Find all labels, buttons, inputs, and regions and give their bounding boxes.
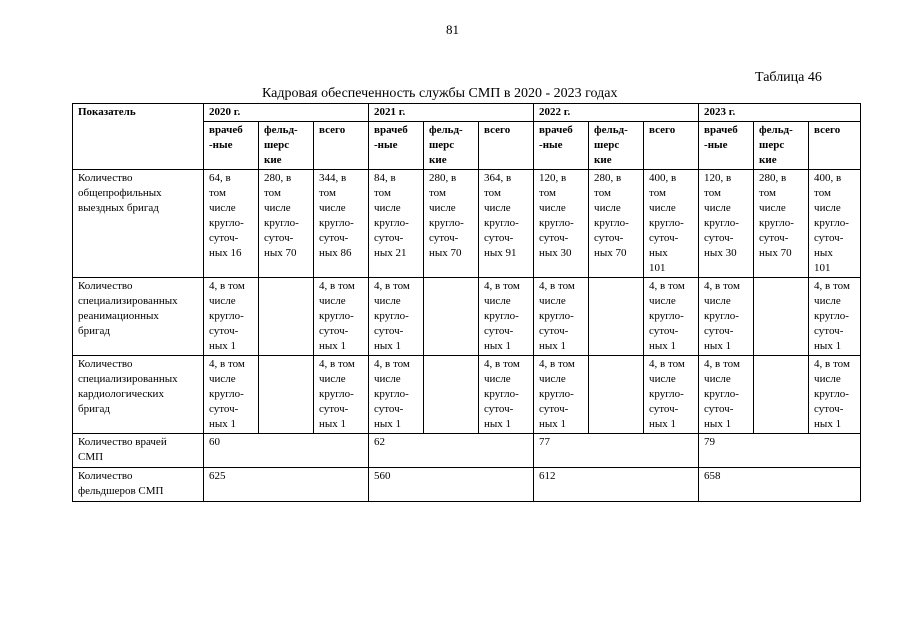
header-paramedics: фельд- шерс кие	[594, 124, 628, 166]
header-year-2022: 2022 г.	[534, 104, 699, 122]
header-paramedics: фельд- шерс кие	[759, 124, 793, 166]
table-cell: 4, в том числе кругло- суточ- ных 1	[649, 358, 685, 430]
page-number: 81	[446, 22, 459, 37]
table-cell: 64, в том числе кругло- суточ- ных 16	[209, 172, 244, 259]
header-year-2021: 2021 г.	[369, 104, 534, 122]
table-row-total	[73, 468, 861, 502]
header-doctors: врачеб -ные	[539, 124, 573, 151]
table-cell: 280, в том числе кругло- суточ- ных 70	[264, 172, 299, 259]
table-cell: 280, в том числе кругло- суточ- ных 70	[429, 172, 464, 259]
table-cell: 4, в том числе кругло- суточ- ных 1	[374, 358, 410, 430]
table-title: Кадровая обеспеченность службы СМП в 2020 - 2023 годах	[262, 86, 618, 101]
header-total: всего	[319, 124, 346, 136]
table-cell: 4, в том числе кругло- суточ- ных 1	[649, 280, 685, 352]
header-year-2023: 2023 г.	[699, 104, 861, 122]
header-paramedics: фельд- шерс кие	[264, 124, 298, 166]
table-cell: 4, в том числе кругло- суточ- ных 1	[814, 358, 850, 430]
table-cell: 4, в том числе кругло- суточ- ных 1	[319, 358, 355, 430]
header-total: всего	[649, 124, 676, 136]
header-indicator: Показатель	[73, 104, 204, 170]
header-doctors: врачеб -ные	[209, 124, 243, 151]
table-cell: 4, в том числе кругло- суточ- ных 1	[209, 358, 245, 430]
table-cell: 4, в том числе кругло- суточ- ных 1	[374, 280, 410, 352]
total-cell: 77	[539, 436, 551, 448]
table-cell: 4, в том числе кругло- суточ- ных 1	[539, 280, 575, 352]
table-cell: 4, в том числе кругло- суточ- ных 1	[484, 358, 520, 430]
table-row	[73, 278, 861, 356]
total-cell: 658	[704, 470, 721, 482]
table-cell: 84, в том числе кругло- суточ- ных 21	[374, 172, 409, 259]
table-cell: 4, в том числе кругло- суточ- ных 1	[209, 280, 245, 352]
total-cell: 612	[539, 470, 556, 482]
table-cell: 120, в том числе кругло- суточ- ных 30	[539, 172, 574, 259]
table-label: Таблица 46	[755, 70, 822, 85]
row-label: Количество специализированных кардиологических бригад	[78, 358, 178, 415]
table-row	[73, 170, 861, 278]
header-doctors: врачеб -ные	[374, 124, 408, 151]
header-paramedics: фельд- шерс кие	[429, 124, 463, 166]
staffing-table	[72, 103, 861, 502]
table-cell: 4, в том числе кругло- суточ- ных 1	[704, 358, 740, 430]
table-cell: 4, в том числе кругло- суточ- ных 1	[814, 280, 850, 352]
total-cell: 60	[209, 436, 220, 448]
table-row	[73, 356, 861, 434]
header-total: всего	[814, 124, 841, 136]
total-cell: 79	[704, 436, 716, 448]
table-cell: 280, в том числе кругло- суточ- ных 70	[759, 172, 794, 259]
row-label: Количество врачей СМП	[78, 436, 167, 463]
header-doctors: врачеб -ные	[704, 124, 738, 151]
row-label: Количество общепрофильных выездных бригад	[78, 172, 162, 214]
table-cell: 4, в том числе кругло- суточ- ных 1	[319, 280, 355, 352]
row-label: Количество специализированных реанимационных бригад	[78, 280, 178, 337]
table-cell: 280, в том числе кругло- суточ- ных 70	[594, 172, 629, 259]
total-cell: 62	[374, 436, 386, 448]
table-cell: 344, в том числе кругло- суточ- ных 86	[319, 172, 354, 259]
total-cell: 560	[374, 470, 391, 482]
row-label: Количество фельдшеров СМП	[78, 470, 164, 497]
header-row-years	[73, 104, 861, 122]
table-cell: 4, в том числе кругло- суточ- ных 1	[484, 280, 520, 352]
header-year-2020: 2020 г.	[204, 104, 369, 122]
header-total: всего	[484, 124, 511, 136]
table-cell: 400, в том числе кругло- суточ- ных 101	[814, 172, 849, 274]
table-cell: 400, в том числе кругло- суточ- ных 101	[649, 172, 684, 274]
table-row-total	[73, 434, 861, 468]
table-cell: 120, в том числе кругло- суточ- ных 30	[704, 172, 739, 259]
table-cell: 4, в том числе кругло- суточ- ных 1	[539, 358, 575, 430]
total-cell: 625	[209, 470, 226, 482]
table-cell: 4, в том числе кругло- суточ- ных 1	[704, 280, 740, 352]
table-cell: 364, в том числе кругло- суточ- ных 91	[484, 172, 519, 259]
